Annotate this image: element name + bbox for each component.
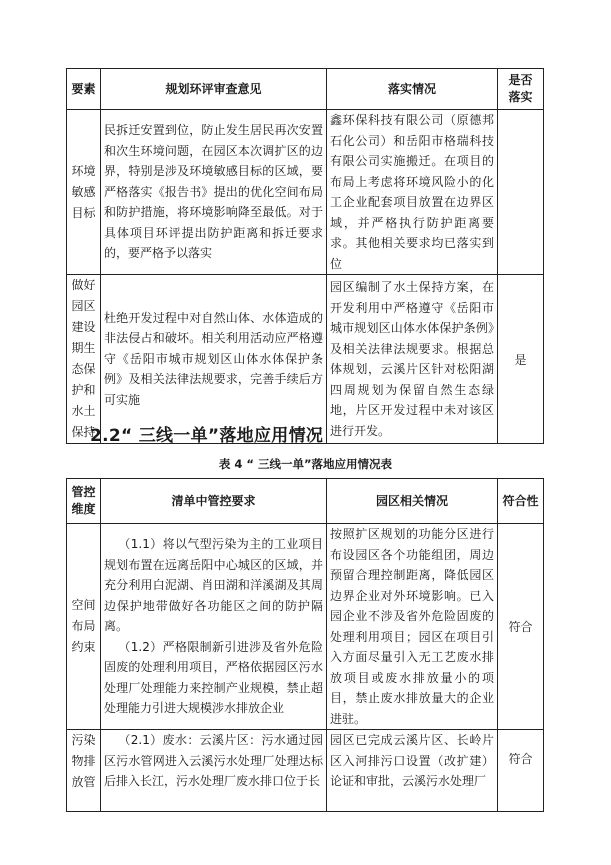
header-factor: 要素 bbox=[67, 69, 101, 110]
row-factor: 环境敏感目标 bbox=[67, 110, 101, 275]
row-implementation: 园区编制了水土保持方案，在开发利用中严格遵守《岳阳市城市规划区山体水体保护条例》及相关法律法规要求。根据总体规划，云溪片区针对松阳湖四周规划为保留自然生态绿地，片区开发过程中未对该区进行开发。 bbox=[327, 275, 498, 444]
row-is-done bbox=[498, 110, 544, 275]
header-dimension: 管控维度 bbox=[67, 479, 101, 524]
header-requirement: 清单中管控要求 bbox=[101, 479, 327, 524]
header-opinion: 规划环评审查意见 bbox=[101, 69, 327, 110]
row-is-done: 是 bbox=[498, 275, 544, 444]
table-row bbox=[67, 275, 544, 444]
section-heading: 2.2“ 三线一单”落地应用情况 bbox=[90, 426, 324, 446]
table-header-row bbox=[67, 69, 544, 110]
requirement-item: （1.1）将以气型污染为主的工业项目规划布置在远离岳阳中心城区的区域，并充分利用白泥湖、肖田湖和洋溪湖及其周边保护地带做好各功能区之间的防护隔离。 bbox=[104, 537, 323, 634]
row-factor: 做好园区建设期生态保护和水土保持 bbox=[67, 275, 101, 444]
review-opinion-table bbox=[66, 68, 544, 444]
row-conformity: 符合 bbox=[498, 524, 544, 730]
row-opinion: 杜绝开发过程中对自然山体、水体造成的非法侵占和破坏。相关利用活动应严格遵守《岳阳市城市规划区山体水体保护条例》及相关法律法规要求，完善手续后方可实施 bbox=[101, 275, 327, 444]
row-dimension: 空间布局约束 bbox=[67, 524, 101, 730]
header-conformity: 符合性 bbox=[498, 479, 544, 524]
row-dimension: 污染物排放管 bbox=[67, 730, 101, 812]
row-opinion: 民拆迁安置到位，防止发生居民再次安置和次生环境问题，在园区本次调扩区的边界，特别是涉及环境敏感目标的区域，要严格落实《报告书》提出的优化空间布局和防护措施，将环境影响降至最低。对于具体项目环评提出防护距离和拆迁要求的，要严格予以落实 bbox=[101, 110, 327, 275]
header-situation: 园区相关情况 bbox=[327, 479, 498, 524]
row-conformity: 符合 bbox=[498, 730, 544, 812]
table-header-row bbox=[67, 479, 544, 524]
row-requirement bbox=[101, 524, 327, 730]
row-situation: 园区已完成云溪片区、长岭片区入河排污口设置（改扩建）论证和审批，云溪污水处理厂 bbox=[327, 730, 498, 812]
three-lines-one-list-table bbox=[66, 478, 544, 812]
row-requirement: （2.1）废水：云溪片区：污水通过园区污水管网进入云溪污水处理厂处理达标后排入长江，污水处理厂废水排口位于长 bbox=[101, 730, 327, 812]
table-row bbox=[67, 730, 544, 812]
header-implementation: 落实情况 bbox=[327, 69, 498, 110]
table-caption: 表 4 “ 三线一单”落地应用情况表 bbox=[218, 457, 393, 471]
row-situation: 按照扩区规划的功能分区进行布设园区各个功能组团，周边预留合理控制距离，降低园区边界企业对外环境影响。已入园企业不涉及省外危险固废的处理利用项目；园区在项目引入方面尽量引入无工艺废水排放项目或废水排放量小的项目，禁止废水排放量大的企业进驻。 bbox=[327, 524, 498, 730]
row-implementation: 鑫环保科技有限公司（原德邦石化公司）和岳阳市格瑞科技有限公司实施搬迁。在项目的布局上考虑将环境风险小的化工企业配套项目放置在边界区域，并严格执行防护距离要求。其他相关要求均已落实到位 bbox=[327, 110, 498, 275]
requirement-item: （1.2）严格限制新引进涉及省外危险固废的处理利用项目，严格依据园区污水处理厂处理能力来控制产业规模，禁止超处理能力引进大规模涉水排放企业 bbox=[104, 639, 323, 716]
header-is-done: 是否落实 bbox=[498, 69, 544, 110]
table-row bbox=[67, 110, 544, 275]
table-row bbox=[67, 524, 544, 730]
